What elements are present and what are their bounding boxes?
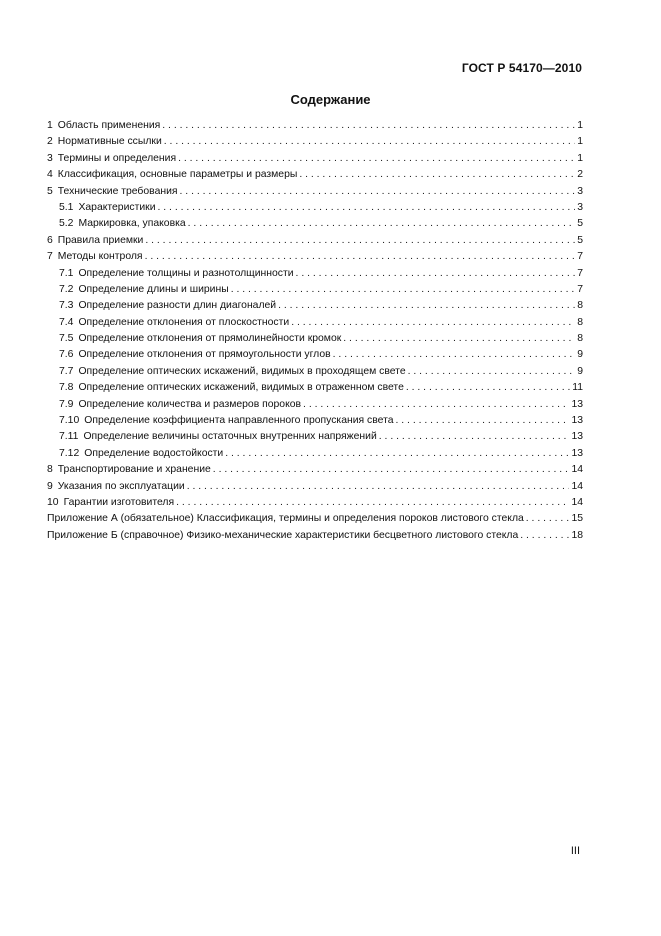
toc-entry-title: Определение оптических искажений, видимых в отраженном свете [78, 382, 404, 394]
toc-entry-title: Определение оптических искажений, видимых в проходящем свете [78, 365, 406, 377]
toc-entry[interactable] [47, 528, 583, 544]
toc-entry[interactable] [47, 397, 583, 413]
toc-leader-dots [526, 511, 570, 527]
toc-entry[interactable] [47, 364, 583, 380]
toc-entry-number: 10 [47, 496, 59, 508]
toc-entry-number: 5.1 [59, 201, 74, 213]
toc-entry-title: Определение водостойкости [84, 447, 224, 459]
toc-entry-title: Указания по эксплуатации [57, 480, 185, 492]
toc-entry[interactable] [47, 331, 583, 347]
toc-entry-number: 7.2 [59, 283, 74, 295]
toc-entry-page: 1 [577, 136, 583, 148]
toc-entry-title: Гарантии изготовителя [63, 496, 175, 508]
toc-entry[interactable] [47, 298, 583, 314]
toc-leader-dots [178, 151, 575, 167]
toc-leader-dots [231, 282, 576, 298]
toc-entry[interactable] [47, 167, 583, 183]
toc-entry[interactable] [47, 347, 583, 363]
toc-leader-dots [145, 249, 576, 265]
toc-leader-dots [213, 462, 570, 478]
toc-entry-page: 9 [577, 365, 583, 377]
toc-entry[interactable] [47, 413, 583, 429]
toc-entry-page: 8 [577, 333, 583, 345]
toc-entry-title: Термины и определения [57, 152, 177, 164]
page-number: III [570, 845, 580, 857]
toc-entry[interactable] [47, 282, 583, 298]
toc-entry-title: Определение отклонения от прямолинейности кромок [78, 333, 342, 345]
toc-entry-page: 5 [577, 218, 583, 230]
toc-entry[interactable] [47, 446, 583, 462]
toc-entry-title: Определение длины и ширины [78, 283, 229, 295]
toc-entry-title: Нормативные ссылки [57, 136, 162, 148]
toc-entry-number: 7.8 [59, 382, 74, 394]
toc-entry-page: 5 [577, 234, 583, 246]
toc-entry[interactable] [47, 380, 583, 396]
toc-entry-page: 7 [577, 267, 583, 279]
toc-entry[interactable] [47, 118, 583, 134]
toc-entry-number: 4 [47, 169, 53, 181]
toc-entry-title: Характеристики [78, 201, 156, 213]
toc-entry[interactable] [47, 200, 583, 216]
page-title: Содержание [290, 92, 371, 107]
toc-leader-dots [406, 380, 570, 396]
toc-leader-dots [176, 495, 569, 511]
toc-leader-dots [520, 528, 569, 544]
toc-entry-title: Определение отклонения от прямоугольности углов [78, 349, 331, 361]
toc-entry-number: 7.4 [59, 316, 74, 328]
toc-leader-dots [291, 315, 575, 331]
toc-leader-dots [408, 364, 576, 380]
toc-entry-title: Приложение А (обязательное) Классификация, термины и определения пороков листового стекла [47, 513, 524, 525]
toc-entry-page: 1 [577, 152, 583, 164]
toc-entry-page: 9 [577, 349, 583, 361]
toc-leader-dots [303, 397, 569, 413]
toc-entry-page: 1 [577, 120, 583, 131]
toc-entry[interactable] [47, 429, 583, 445]
toc-leader-dots [187, 479, 570, 495]
toc-entry[interactable] [47, 249, 583, 265]
toc-entry-title: Определение отклонения от плоскостности [78, 316, 290, 328]
toc-entry-number: 7 [47, 251, 53, 263]
toc-leader-dots [180, 184, 576, 200]
toc-entry-number: 5 [47, 185, 53, 197]
toc-entry-number: 7.5 [59, 333, 74, 345]
toc-entry-number: 7.11 [59, 431, 79, 443]
toc-entry-page: 13 [571, 431, 583, 443]
toc-entry[interactable] [47, 184, 583, 200]
toc-entry-page: 14 [571, 464, 583, 476]
toc-leader-dots [188, 216, 576, 232]
table-of-contents [47, 118, 583, 544]
toc-entry-number: 7.12 [59, 447, 80, 459]
toc-entry-number: 7.3 [59, 300, 74, 312]
toc-entry-page: 14 [571, 480, 583, 492]
toc-leader-dots [296, 266, 576, 282]
toc-entry[interactable] [47, 151, 583, 167]
toc-entry-title: Технические требования [57, 185, 178, 197]
toc-leader-dots [299, 167, 575, 183]
toc-entry-title: Приложение Б (справочное) Физико-механические характеристики бесцветного листового стекла [47, 529, 519, 541]
toc-entry-page: 8 [577, 300, 583, 312]
toc-entry-number: 7.9 [59, 398, 74, 410]
toc-entry[interactable] [47, 462, 583, 478]
toc-entry[interactable] [47, 479, 583, 495]
toc-entry-title: Правила приемки [57, 234, 144, 246]
toc-entry-number: 6 [47, 234, 53, 246]
toc-entry-page: 7 [577, 283, 583, 295]
toc-leader-dots [278, 298, 575, 314]
toc-entry-page: 7 [577, 251, 583, 263]
toc-entry[interactable] [47, 134, 583, 150]
toc-entry[interactable] [47, 216, 583, 232]
toc-entry-page: 13 [571, 398, 583, 410]
toc-entry-page: 11 [572, 382, 583, 394]
toc-entry-title: Транспортирование и хранение [57, 464, 211, 476]
toc-entry-page: 3 [577, 185, 583, 197]
toc-entry-number: 7.10 [59, 415, 80, 427]
toc-entry-title: Классификация, основные параметры и размеры [57, 169, 298, 181]
toc-leader-dots [158, 200, 576, 216]
toc-entry-title: Определение величины остаточных внутренних напряжений [83, 431, 377, 443]
toc-leader-dots [225, 446, 569, 462]
toc-entry-page: 3 [577, 201, 583, 213]
toc-leader-dots [333, 347, 576, 363]
toc-entry-title: Область применения [57, 120, 161, 131]
toc-entry-number: 7.7 [59, 365, 74, 377]
toc-entry[interactable] [47, 266, 583, 282]
toc-entry-page: 2 [577, 169, 583, 181]
toc-entry-number: 9 [47, 480, 53, 492]
toc-leader-dots [343, 331, 575, 347]
toc-entry-number: 1 [47, 120, 53, 131]
toc-entry[interactable] [47, 233, 583, 249]
toc-leader-dots [145, 233, 575, 249]
document-code: ГОСТ Р 54170—2010 [461, 61, 582, 75]
toc-leader-dots [162, 118, 575, 134]
toc-entry-title: Маркировка, упаковка [78, 218, 186, 230]
toc-entry-page: 13 [571, 447, 583, 459]
toc-entry-number: 8 [47, 464, 53, 476]
toc-entry[interactable] [47, 315, 583, 331]
toc-leader-dots [379, 429, 570, 445]
toc-entry[interactable] [47, 495, 583, 511]
toc-entry-number: 2 [47, 136, 53, 148]
toc-entry[interactable] [47, 511, 583, 527]
toc-entry-number: 7.6 [59, 349, 74, 361]
toc-leader-dots [164, 134, 575, 150]
toc-entry-page: 8 [577, 316, 583, 328]
toc-entry-title: Методы контроля [57, 251, 143, 263]
toc-entry-number: 3 [47, 152, 53, 164]
toc-entry-title: Определение толщины и разнотолщинности [78, 267, 294, 279]
toc-entry-page: 14 [571, 496, 583, 508]
toc-entry-page: 15 [571, 513, 583, 525]
toc-entry-title: Определение разности длин диагоналей [78, 300, 277, 312]
toc-entry-title: Определение количества и размеров пороков [78, 398, 302, 410]
toc-entry-title: Определение коэффициента направленного пропускания света [84, 415, 394, 427]
toc-entry-number: 7.1 [59, 267, 74, 279]
toc-entry-page: 13 [571, 415, 583, 427]
toc-leader-dots [396, 413, 570, 429]
toc-entry-number: 5.2 [59, 218, 74, 230]
toc-entry-page: 18 [571, 529, 583, 541]
